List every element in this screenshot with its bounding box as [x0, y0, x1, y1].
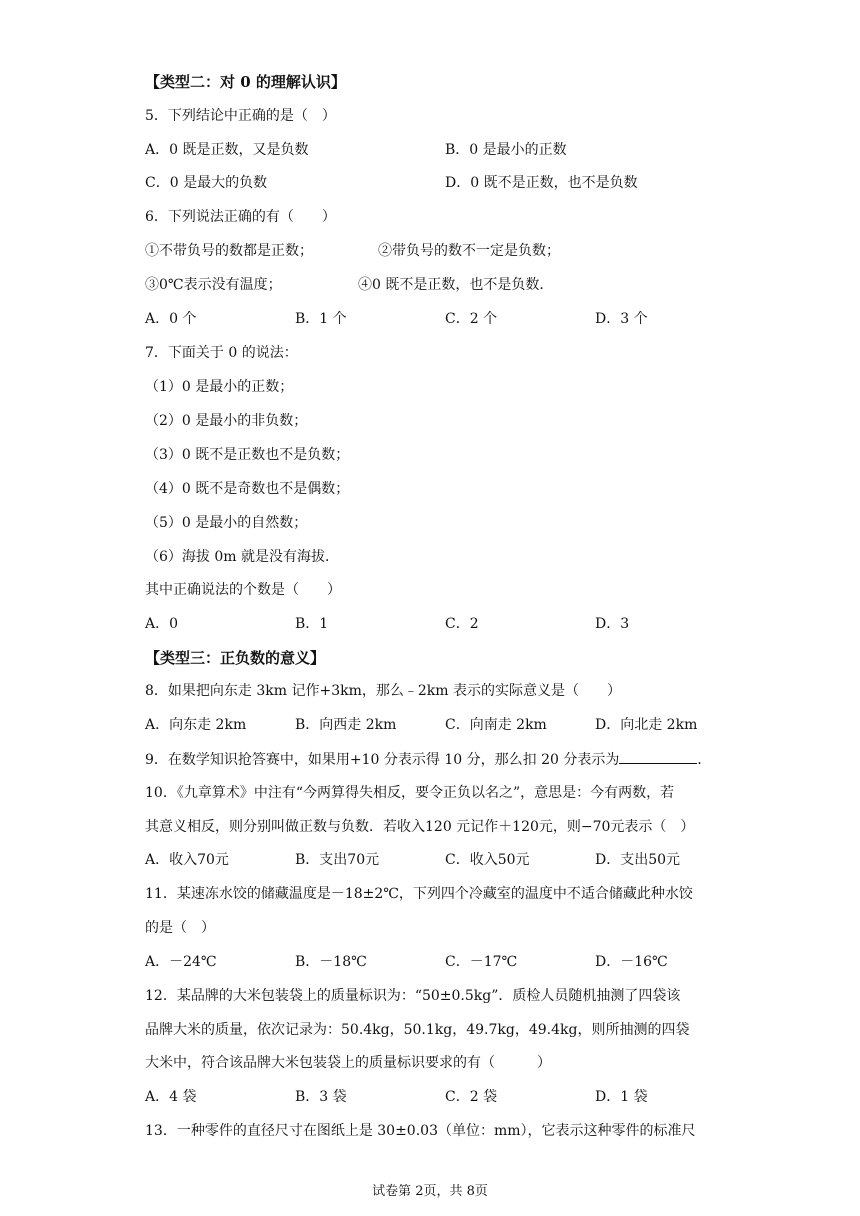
- q7-option-d: D．3: [595, 616, 630, 632]
- q11-option-c: C．－17℃: [445, 954, 518, 970]
- question-8-stem: 8．如果把向东走 3km 记作+3km，那么﹣2km 表示的实际意义是（ ）: [145, 683, 621, 699]
- question-6-stem: 6．下列说法正确的有（ ）: [145, 209, 336, 225]
- q8-option-d: D．向北走 2km: [595, 717, 698, 733]
- q10-option-d: D．支出50元: [595, 852, 681, 868]
- q6-option-b: B．1 个: [295, 311, 347, 327]
- q7-option-b: B．1: [295, 616, 329, 632]
- q11-option-b: B．－18℃: [295, 954, 367, 970]
- q6-statement-1: ①不带负号的数都是正数；: [145, 243, 313, 259]
- question-11-line-1: 11．某速冻水饺的储藏温度是－18±2℃，下列四个冷藏室的温度中不适合储藏此种水饺: [145, 886, 693, 902]
- q6-option-c: C．2 个: [445, 311, 498, 327]
- page-footer: 试卷第 2页，共 8页: [372, 1184, 488, 1199]
- q6-statement-2: ②带负号的数不一定是负数；: [378, 243, 560, 259]
- q12-option-b: B．3 袋: [295, 1089, 347, 1105]
- question-11-line-2: 的是（ ）: [145, 920, 215, 936]
- question-12-line-3: 大米中，符合该品牌大米包装袋上的质量标识要求的有（ ）: [145, 1055, 551, 1071]
- q7-item-1: （1）0 是最小的正数；: [145, 379, 294, 395]
- question-9: [145, 749, 711, 770]
- q6-statement-4: ④0 既不是正数，也不是负数．: [358, 277, 554, 293]
- q7-option-c: C．2: [445, 616, 479, 632]
- q10-option-b: B．支出70元: [295, 852, 380, 868]
- question-13-line-1: 13．一种零件的直径尺寸在图纸上是 30±0.03（单位：mm），它表示这种零件的标准尺: [145, 1123, 696, 1139]
- question-10-line-1: 10．《九章算术》中注有“今两算得失相反，要令正负以名之”，意思是：今有两数，若: [145, 785, 675, 801]
- q5-option-c: C．0 是最大的负数: [145, 175, 268, 191]
- q7-item-3: （3）0 既不是正数也不是负数；: [145, 447, 350, 463]
- question-5-stem: 5．下列结论中正确的是（ ）: [145, 108, 336, 124]
- q12-option-c: C．2 袋: [445, 1089, 498, 1105]
- question-9-end: ．: [697, 752, 712, 768]
- q11-option-a: A．－24℃: [145, 954, 217, 970]
- q6-option-a: A．0 个: [145, 311, 197, 327]
- q7-item-4: （4）0 既不是奇数也不是偶数；: [145, 481, 350, 497]
- question-10-line-2: 其意义相反，则分别叫做正数与负数．若收入120 元记作＋120元，则−70元表示（ ）: [145, 819, 695, 835]
- q7-ask: 其中正确说法的个数是（ ）: [145, 582, 341, 598]
- q8-option-b: B．向西走 2km: [295, 717, 397, 733]
- q7-item-5: （5）0 是最小的自然数；: [145, 515, 308, 531]
- q6-option-d: D．3 个: [595, 311, 648, 327]
- q12-option-a: A．4 袋: [145, 1089, 197, 1105]
- q5-option-a: A．0 既是正数，又是负数: [145, 142, 309, 158]
- q12-option-d: D．1 袋: [595, 1089, 648, 1105]
- question-12-line-2: 品牌大米的质量，依次记录为：50.4kg，50.1kg，49.7kg，49.4kg，则所抽测的四袋: [145, 1022, 690, 1038]
- q6-statement-3: ③0℃表示没有温度；: [145, 277, 282, 293]
- q8-option-a: A．向东走 2km: [145, 717, 247, 733]
- question-7-stem: 7．下面关于 0 的说法：: [145, 345, 298, 361]
- q10-option-a: A．收入70元: [145, 852, 229, 868]
- q5-option-d: D．0 既不是正数，也不是负数: [445, 175, 638, 191]
- question-12-line-1: 12．某品牌的大米包装袋上的质量标识为：“50±0.5kg”．质检人员随机抽测了四袋该: [145, 988, 681, 1004]
- q8-option-c: C．向南走 2km: [445, 717, 547, 733]
- section-heading-type3: 【类型三：正负数的意义】: [145, 649, 326, 667]
- q10-option-c: C．收入50元: [445, 852, 530, 868]
- answer-blank: [619, 749, 697, 764]
- q7-option-a: A．0: [145, 616, 179, 632]
- q5-option-b: B．0 是最小的正数: [445, 142, 567, 158]
- question-9-stem: 9．在数学知识抢答赛中，如果用+10 分表示得 10 分，那么扣 20 分表示为: [145, 752, 620, 768]
- q7-item-2: （2）0 是最小的非负数；: [145, 413, 308, 429]
- section-heading-type2: 【类型二：对 0 的理解认识】: [145, 73, 346, 91]
- q7-item-6: （6）海拔 0m 就是没有海拔．: [145, 549, 339, 565]
- q11-option-d: D．－16℃: [595, 954, 668, 970]
